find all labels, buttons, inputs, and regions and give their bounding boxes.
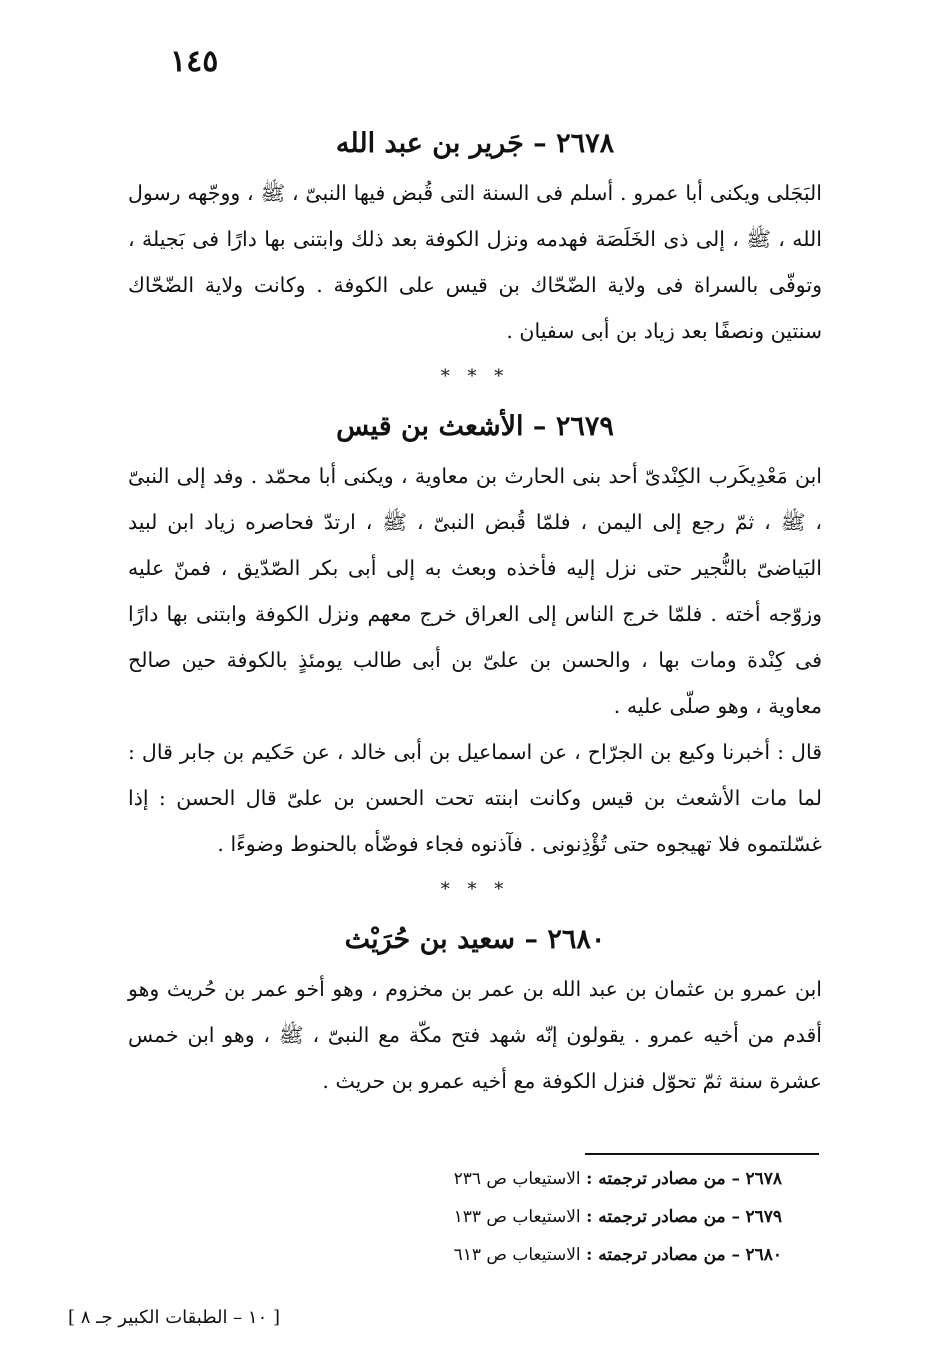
section-separator: * * * — [440, 879, 510, 900]
biography-entries — [128, 124, 822, 1104]
entry-2680 — [128, 920, 822, 1104]
footnote-divider — [585, 1153, 819, 1155]
footnote-number: ٢٦٧٨ — [745, 1169, 782, 1189]
entry-paragraph: البَجَلى ويكنى أبا عمرو . أسلم فى السنة التى قُبض فيها النبىّ ، ﷺ ، ووجّهه رسول الله ، ﷺ ، إلى ذى الخَلَصَة فهدمه ونزل الكوفة بعد ذلك وابتنى بها دارًا فى بَجيلة ، وتوفّى بالسراة فى ولاية الضّحّاك بن قيس على الكوفة . وكانت ولاية الضّحّاك سنتين ونصفًا بعد زياد بن أبى سفيان . — [128, 181, 822, 343]
entry-title: ٢٦٧٨ – جَرير بن عبد الله — [335, 128, 615, 159]
footnote-label: – من مصادر ترجمته : — [586, 1169, 741, 1189]
entry-title: ٢٦٨٠ – سعيد بن حُرَيْث — [344, 924, 606, 955]
footnote-item — [370, 1160, 782, 1198]
footnote-number: ٢٦٧٩ — [745, 1207, 782, 1227]
entry-2678 — [128, 124, 822, 354]
footnote-item — [370, 1198, 782, 1236]
footnote-item — [370, 1236, 782, 1274]
entry-paragraph: قال : أخبرنا وكيع بن الجرّاح ، عن اسماعيل بن أبى خالد ، عن حَكيم بن جابر قال : لما مات الأشعث بن قيس وكانت ابنته تحت الحسن بن علىّ قال الحسن : إذا غسّلتموه فلا تهيجوه حتى تُؤْذِنونى . فآذنوه فجاء فوضّأه بالحنوط وضوءًا . — [128, 740, 822, 856]
signature-line: [ ١٠ – الطبقات الكبير جـ ٨ ] — [68, 1307, 280, 1328]
entry-paragraph: ابن مَعْدِيكَرب الكِنْدىّ أحد بنى الحارث بن معاوية ، ويكنى أبا محمّد . وفد إلى النبىّ ، ﷺ ، ثمّ رجع إلى اليمن ، فلمّا قُبض النبىّ ، ﷺ ، ارتدّ فحاصره زياد ابن لبيد البَياضىّ بالنُّجير حتى نزل إليه فأخذه وبعث به إلى أبى بكر الصّدّيق ، فمنّ عليه وزوّجه أخته . فلمّا خرج الناس إلى العراق خرج معهم ونزل الكوفة وابتنى بها دارًا فى كِنْدة ومات بها ، والحسن بن علىّ بن أبى طالب يومئذٍ بالكوفة حين صالح معاوية ، وهو صلّى عليه . — [128, 464, 822, 718]
footnote-label: – من مصادر ترجمته : — [586, 1207, 741, 1227]
page-number: ١٤٥ — [170, 44, 219, 79]
footnote-text: الاستيعاب ص ٦١٣ — [453, 1245, 581, 1265]
footnote-number: ٢٦٨٠ — [745, 1245, 782, 1265]
footnote-text: الاستيعاب ص ١٣٣ — [453, 1207, 581, 1227]
entry-2679 — [128, 407, 822, 867]
section-separator: * * * — [440, 366, 510, 387]
footnotes — [370, 1160, 782, 1274]
entry-title: ٢٦٧٩ – الأشعث بن قيس — [336, 411, 614, 442]
entry-paragraph: ابن عمرو بن عثمان بن عبد الله بن عمر بن مخزوم ، وهو أخو عمر بن حُريث وهو أقدم من أخيه عمرو . يقولون إنّه شهد فتح مكّة مع النبىّ ، ﷺ ، وهو ابن خمس عشرة سنة ثمّ تحوّل فنزل الكوفة مع أخيه عمرو بن حريث . — [128, 977, 822, 1093]
footnote-label: – من مصادر ترجمته : — [586, 1245, 741, 1265]
footnote-text: الاستيعاب ص ٢٣٦ — [453, 1169, 581, 1189]
